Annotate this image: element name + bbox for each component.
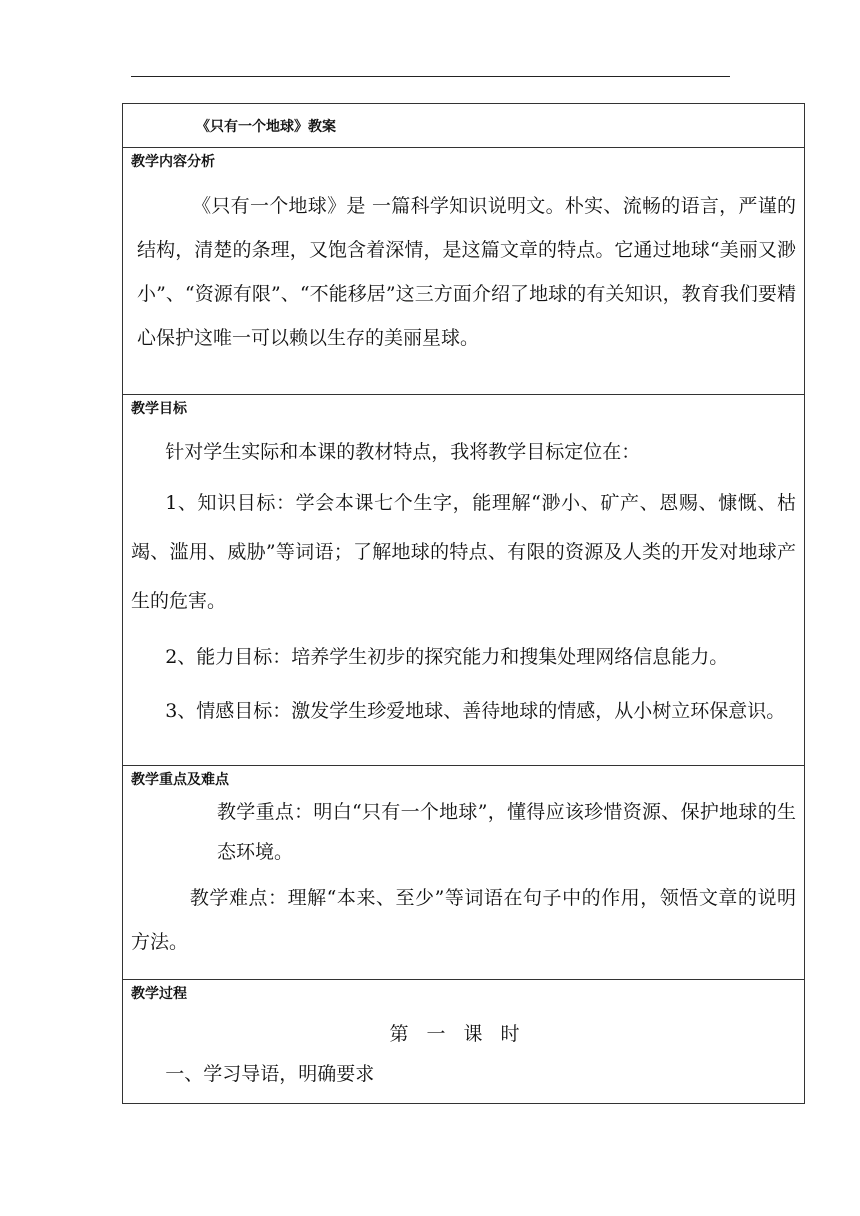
section-paragraph: 2、能力目标：培养学生初步的探究能力和搜集处理网络信息能力。	[165, 646, 729, 668]
section-teaching-goals	[123, 394, 804, 765]
section-teaching-process	[123, 979, 804, 1103]
document-title: 《只有一个地球》教案	[196, 119, 336, 135]
section-paragraph: 针对学生实际和本课的教材特点，我将教学目标定位在：	[165, 441, 641, 463]
section-paragraph: 《只有一个地球》是 一篇科学知识说明文。朴实、流畅的语言，严谨的结构，清楚的条理，又饱含着深情，是这篇文章的特点。它通过地球“美丽又渺小”、“资源有限”、“不能移居”这三方面介绍了地球的有关知识，教育我们要精心保护这唯一可以赖以生存的美丽星球。	[137, 195, 796, 349]
section-heading: 教学过程	[131, 986, 187, 1002]
section-content-analysis	[123, 147, 804, 394]
header-rule	[131, 76, 730, 77]
title-row	[123, 104, 804, 147]
lesson-label: 第一课时	[389, 1023, 538, 1045]
section-heading: 教学目标	[131, 401, 187, 417]
section-paragraph: 教学难点：理解“本来、至少”等词语在句子中的作用，领悟文章的说明方法。	[131, 887, 796, 953]
section-paragraph: 1、知识目标：学会本课七个生字，能理解“渺小、矿产、恩赐、慷慨、枯竭、滥用、威胁”等词语；了解地球的特点、有限的资源及人类的开发对地球产生的危害。	[131, 492, 796, 612]
section-paragraph: 教学重点：明白“只有一个地球”，懂得应该珍惜资源、保护地球的生态环境。	[217, 801, 796, 863]
section-paragraph: 3、情感目标：激发学生珍爱地球、善待地球的情感，从小树立环保意识。	[165, 700, 786, 722]
section-heading: 教学内容分析	[131, 154, 215, 170]
lesson-plan-table	[122, 103, 805, 1104]
section-key-points	[123, 765, 804, 979]
section-heading: 教学重点及难点	[131, 772, 229, 788]
section-paragraph: 一、学习导语，明确要求	[165, 1063, 375, 1085]
